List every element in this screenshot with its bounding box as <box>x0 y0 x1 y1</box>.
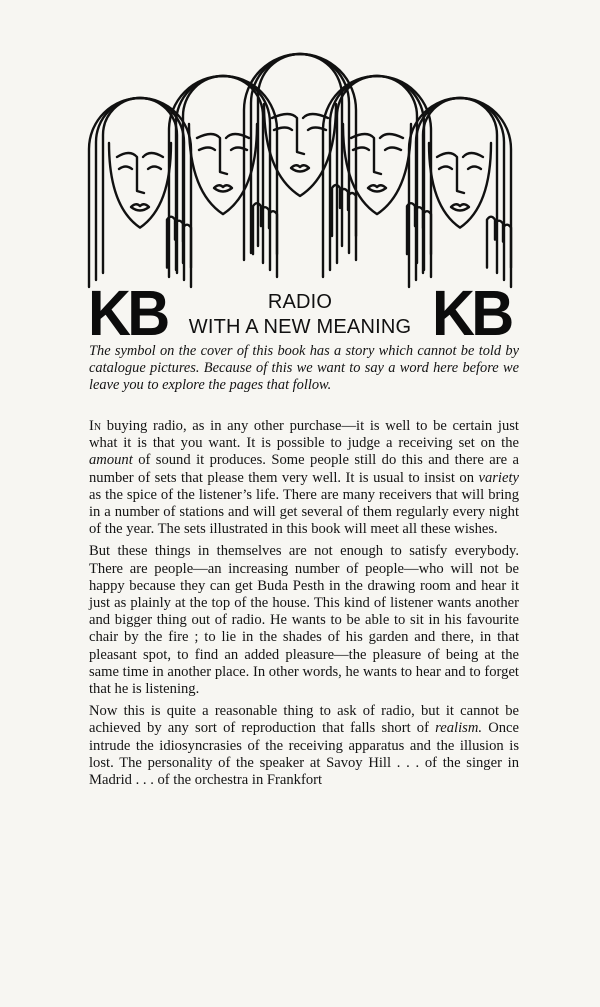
kb-logo-left: KB <box>88 277 167 349</box>
hair-arch <box>244 54 356 260</box>
hair-arch <box>96 98 184 280</box>
lips <box>131 204 149 210</box>
paragraph-2: But these things in themselves are not enough to satisfy everybody. There are people—an increasing number of people—who will not be happy because they can get Buda Pesth in the drawing room and hear it just as plainly at the top of the house. This kind of listener wants another and bigger thing out of radio. He wants to be able to sit in his favourite chair by the fire ; to lie in the shades of his garden and there, in that pleasant spot, to find an added pleasure—the pleasure of being at the same time in another place. In other words, he wants to hear and to forget that he is listening. <box>89 543 519 698</box>
lips <box>291 165 309 171</box>
body-text <box>89 418 519 794</box>
brow <box>380 134 403 138</box>
eye <box>468 167 481 170</box>
lips <box>368 185 386 191</box>
raised-hand <box>253 203 277 254</box>
brow-nose <box>197 134 227 174</box>
paragraph-1: In buying radio, as in any other purchase—it is well to be certain just what it is that you want. It is possible to judge a receiving set on the amount of sound it produces. Some people still do this and there are a number of sets that please them very well. It is usual to insist on variety as the spice of the listener’s life. There are many receivers that will bring in a number of stations and will get several of them regularly every night of the year. The sets illustrated in this book will meet all these wishes. <box>89 418 519 538</box>
kb-logo-right: KB <box>432 277 511 349</box>
brow <box>226 134 249 138</box>
brow-nose <box>437 153 464 193</box>
intro-paragraph: The symbol on the cover of this book has a story which cannot be told by catalogue pictures. Because of this we want to say a word here before we leave you to explore the pages that follow. <box>89 343 519 393</box>
brow <box>463 153 483 157</box>
raised-hand <box>332 185 356 236</box>
eye <box>439 167 452 170</box>
brow <box>143 153 163 157</box>
raised-hand <box>487 217 511 268</box>
eye <box>199 148 215 151</box>
raised-hand <box>407 203 431 254</box>
eye <box>353 148 369 151</box>
brow-nose <box>117 153 144 193</box>
drop-word: In <box>89 418 102 434</box>
paragraph-3: Now this is quite a reasonable thing to ask of radio, but it cannot be achieved by any sort of reproduction that falls short of realism. Once intrude the idiosyncrasies of the receiving apparatus and the illusion is lost. The personality of the speaker at Savoy Hill . . . of the singer in Madrid . . . of the orchestra in Frankfort <box>89 703 519 789</box>
lips <box>214 185 232 191</box>
raised-hand <box>167 217 191 268</box>
eye <box>148 167 161 170</box>
eye <box>274 128 292 131</box>
eye <box>119 167 132 170</box>
eye <box>385 148 401 151</box>
face-3 <box>244 54 356 260</box>
title-line-2: WITH A NEW MEANING <box>188 316 412 338</box>
lips <box>451 204 469 210</box>
title-line-1: RADIO <box>267 291 333 313</box>
hair-arch <box>416 98 504 280</box>
